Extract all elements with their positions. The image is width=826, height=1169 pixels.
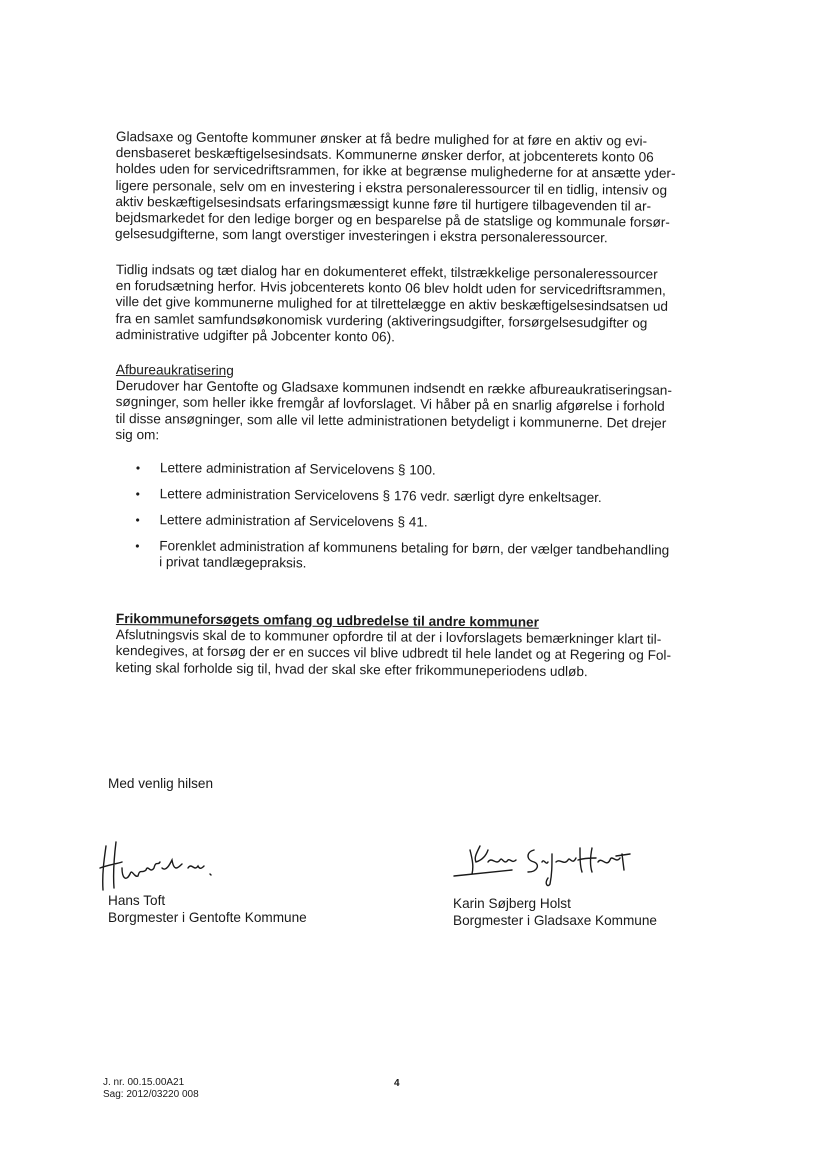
signatory-left xyxy=(108,892,307,926)
list-item-text: Lettere administration af Servicelovens § 100. xyxy=(159,460,436,478)
signatory-title: Borgmester i Gentofte Kommune xyxy=(108,910,307,925)
text-line: fra en samlet samfundsøkonomisk vurdering (aktiveringsudgifter, forsørgelsesudgifter og xyxy=(115,310,648,331)
text-line: administrative udgifter på Jobcenter konto 06). xyxy=(115,326,396,345)
text-line: gelsesudgifterne, som langt overstiger investeringen i ekstra personaleressourcer. xyxy=(115,226,608,246)
text-line: bejdsmarkedet for den ledige borger og en besparelse på de statslige og kommunale forsør- xyxy=(115,210,670,230)
text-line: sig om: xyxy=(115,426,160,443)
signature-karin-sojberg-holst-icon xyxy=(452,840,632,888)
text-line: Derudover har Gentofte og Gladsaxe kommunen indsendt en række afbureaukratiseringsan- xyxy=(115,378,672,399)
footer-references xyxy=(103,1077,199,1101)
text-line: holdes uden for servicedriftsrammen, for ikke at begrænse mulighederne for at ansætte yder- xyxy=(115,161,676,182)
text-line: ville det give kommunerne mulighed for at tilrettelægge en aktiv beskæftigelsesindsatsen ud xyxy=(115,294,669,315)
list-item-text: Lettere administration af Servicelovens § 41. xyxy=(159,512,428,530)
text-line: ligere personale, selv om en investering i ekstra personaleressourcer til en tidlig, intensiv og xyxy=(115,177,668,198)
bullet-icon: • xyxy=(135,460,141,476)
text-line: aktiv beskæftigelsesindsats erfaringsmæssigt kunne føre til hurtigere tilbagevenden til ar- xyxy=(115,193,652,214)
list-item xyxy=(135,538,705,571)
list-item-text: Lettere administration Servicelovens § 176 vedr. særligt dyre enkeltsager. xyxy=(159,486,602,506)
text-line: i privat tandlægepraksis. xyxy=(159,554,307,571)
text-line: keting skal forholde sig til, hvad der skal ske efter frikommuneperiodens udløb. xyxy=(115,659,588,679)
text-line: Tidlig indsats og tæt dialog har en dokumenteret effekt, tilstrækkelige personaleressourcer xyxy=(115,262,658,282)
case-number: Sag: 2012/03220 008 xyxy=(103,1089,199,1100)
paragraph-konto06 xyxy=(115,129,716,248)
section-frikommune xyxy=(115,611,716,681)
section-heading: Afbureaukratisering xyxy=(115,362,234,379)
text-line: densbaseret beskæftigelsesindsats. Kommunerne ønsker derfor, at jobcenterets konto 06 xyxy=(115,145,654,165)
list-item xyxy=(135,486,706,506)
text-line: kendegives, at forsøg der er en succes vil blive udbredt til hele landet og at Regering og Fol- xyxy=(115,643,672,664)
list-item-text xyxy=(159,538,669,575)
list-item xyxy=(135,512,706,530)
list-item xyxy=(135,460,706,478)
section-heading: Frikommuneforsøgets omfang og udbredelse til andre kommuner xyxy=(115,611,539,630)
signature-hans-toft-icon xyxy=(92,838,232,896)
paragraph-tidlig-indsats xyxy=(115,262,716,348)
text-line: Gladsaxe og Gentofte kommuner ønsker at få bedre mulighed for at føre en aktiv og evi- xyxy=(115,129,648,149)
signatory-name: Karin Søjberg Holst xyxy=(453,896,571,911)
text-line: Afslutningsvis skal de to kommuner opfordre til at der i lovforslagets bemærkninger klart til- xyxy=(115,627,662,647)
text-line: til disse ansøgninger, som alle vil lette administrationen betydeligt i kommunerne. Det drejer xyxy=(115,410,667,431)
text-line: en forudsætning herfor. Hvis jobcenterets konto 06 blev holdt uden for servicedriftsrammen, xyxy=(115,278,666,299)
bullet-list xyxy=(135,460,716,571)
signatory-title: Borgmester i Gladsaxe Kommune xyxy=(453,913,657,928)
text-line: søgninger, som heller ikke fremgår af lovforslaget. Vi håber på en snarlig afgørelse i forhold xyxy=(115,394,665,415)
text-line: Forenklet administration af kommunens betaling for børn, der vælger tandbehandling xyxy=(159,538,670,558)
signatory-right xyxy=(453,895,657,929)
bullet-icon: • xyxy=(135,512,140,528)
section-afbureaukratisering xyxy=(115,362,716,448)
bullet-icon: • xyxy=(135,486,140,502)
bullet-icon: • xyxy=(135,538,140,554)
closing-greeting: Med venlig hilsen xyxy=(108,776,214,791)
journal-number: J. nr. 00.15.00A21 xyxy=(103,1077,185,1088)
signatory-name: Hans Toft xyxy=(108,893,166,908)
page-number: 4 xyxy=(394,1078,400,1089)
